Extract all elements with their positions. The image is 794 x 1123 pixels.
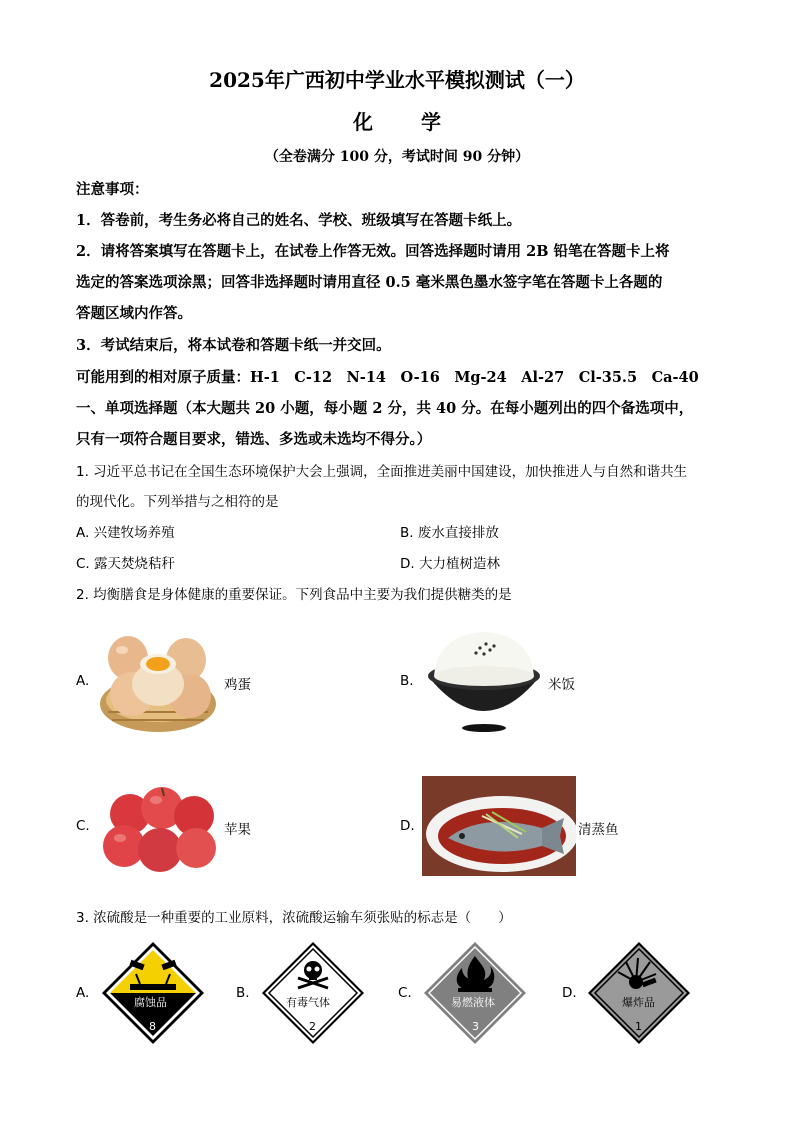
q3-option-d-letter[interactable]: D. (562, 985, 577, 1001)
instruction-item-2-line3: 答题区域内作答。 (76, 305, 192, 322)
apples-image (100, 784, 220, 878)
q3-option-a-letter[interactable]: A. (76, 985, 90, 1001)
q1-option-d[interactable]: D. 大力植树造林 (400, 556, 500, 572)
toxic-gas-sign-label: 有毒气体 (286, 996, 330, 1009)
flammable-liquid-sign-label: 易燃液体 (451, 996, 495, 1009)
q2-option-c-letter[interactable]: C. (76, 818, 90, 834)
toxic-gas-sign-number: 2 (309, 1020, 316, 1033)
steamed-fish-image (422, 776, 576, 876)
q2-stem: 2. 均衡膳食是身体健康的重要保证。下列食品中主要为我们提供糖类的是 (76, 587, 512, 603)
corrosive-sign-number: 8 (149, 1020, 156, 1033)
q1-option-c[interactable]: C. 露天焚烧秸秆 (76, 556, 176, 572)
atomic-masses: 可能用到的相对原子质量：H-1 C-12 N-14 O-16 Mg-24 Al-27 Cl-35.5 Ca-40 (76, 369, 699, 386)
q2-option-a-letter[interactable]: A. (76, 673, 90, 689)
q1-option-a[interactable]: A. 兴建牧场养殖 (76, 525, 175, 541)
exam-note: （全卷满分 100 分，考试时间 90 分钟） (264, 149, 530, 165)
q3-option-b-letter[interactable]: B. (236, 985, 250, 1001)
q1-option-b[interactable]: B. 废水直接排放 (400, 525, 499, 541)
q2-option-b-label: 米饭 (548, 677, 575, 693)
rice-bowl-image (424, 626, 544, 734)
instruction-item-2-line2: 选定的答案选项涂黑；回答非选择题时请用直径 0.5 毫米黑色墨水签字笔在答题卡上各题的 (76, 274, 663, 291)
q2-option-c-label: 苹果 (224, 822, 251, 838)
q2-option-a-label: 鸡蛋 (224, 677, 251, 693)
subject-title: 化学 (353, 110, 489, 134)
explosive-sign-label: 爆炸品 (622, 996, 655, 1009)
instruction-item-1: 1．答卷前，考生务必将自己的姓名、学校、班级填写在答题卡纸上。 (76, 212, 522, 229)
corrosive-sign-label: 腐蚀品 (134, 996, 167, 1009)
egg-basket-image (98, 634, 218, 734)
q3-option-c-letter[interactable]: C. (398, 985, 412, 1001)
flammable-liquid-sign-number: 3 (472, 1020, 479, 1033)
exam-title: 2025年广西初中学业水平模拟测试（一） (209, 68, 585, 92)
q1-stem-line1: 1. 习近平总书记在全国生态环境保护大会上强调，全面推进美丽中国建设，加快推进人与自然和谐共生 (76, 464, 688, 480)
q2-option-b-letter[interactable]: B. (400, 673, 414, 689)
section1-heading-line2: 只有一项符合题目要求，错选、多选或未选均不得分。） (76, 431, 432, 448)
q2-option-d-label: 清蒸鱼 (578, 822, 619, 838)
instructions-heading: 注意事项： (76, 181, 149, 198)
explosive-sign-number: 1 (635, 1020, 642, 1033)
instruction-item-3: 3．考试结束后，将本试卷和答题卡纸一并交回。 (76, 337, 391, 354)
q1-stem-line2: 的现代化。下列举措与之相符的是 (76, 494, 279, 510)
instruction-item-2-line1: 2．请将答案填写在答题卡上，在试卷上作答无效。回答选择题时请用 2B 铅笔在答题卡上将 (76, 243, 670, 260)
q3-stem: 3. 浓硫酸是一种重要的工业原料，浓硫酸运输车须张贴的标志是（ ） (76, 910, 512, 926)
q2-option-d-letter[interactable]: D. (400, 818, 415, 834)
section1-heading-line1: 一、单项选择题（本大题共 20 小题，每小题 2 分，共 40 分。在每小题列出的四个备选项中， (76, 400, 694, 417)
